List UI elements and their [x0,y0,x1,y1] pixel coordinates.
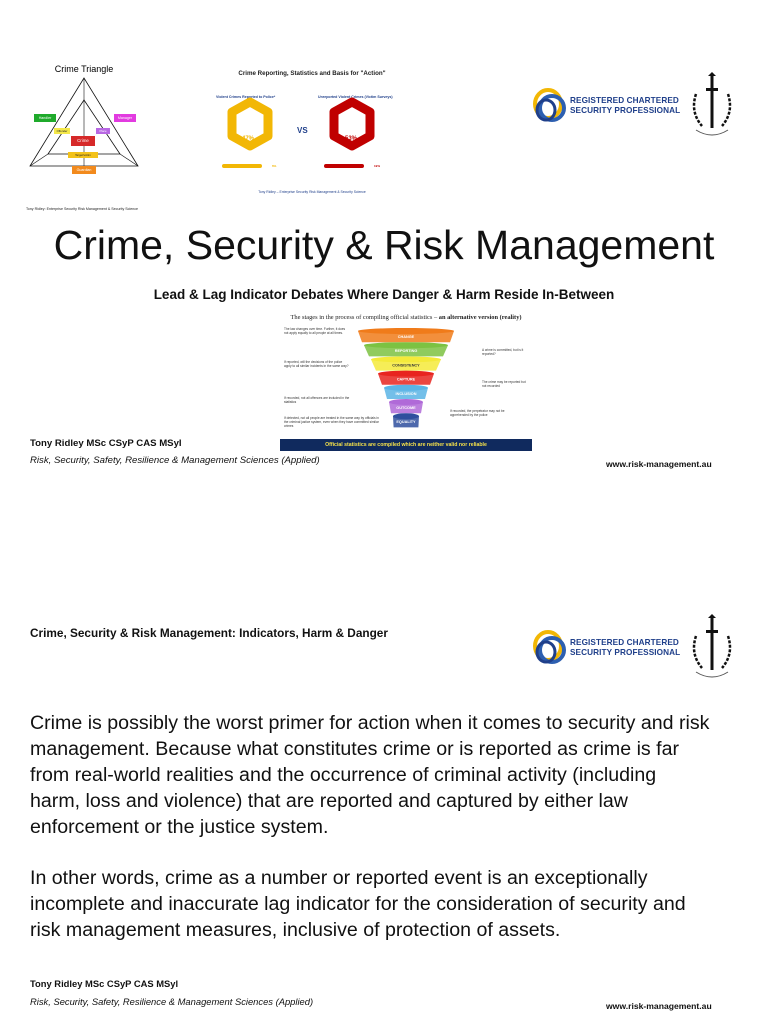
body-line: from real-world realities and the occurrence of criminal activity (including [30,764,657,786]
funnel-note-left-1: The law changes over time. Further, it does not apply equally to all people at all times. [284,327,346,335]
unreported-percent: 53% [345,136,358,142]
crime-triangle-figure [22,56,192,211]
funnel-stage-label: OUTCOME [396,406,416,410]
versus-label: VS [297,126,308,135]
logo-line-2: SECURITY PROFESSIONAL [570,648,681,657]
reported-small-percent: 6% [272,164,277,168]
funnel-stage-label: CONSISTENCY [392,363,420,368]
body-paragraph-2 [30,865,748,943]
body-line: management. Because what constitutes crime or is reported as crime is far [30,738,680,760]
funnel-stage [384,385,428,399]
csyp-logo [530,614,760,694]
statistics-funnel-figure [280,312,532,452]
funnel-stage-label: EQUALITY [396,420,416,425]
page-subtitle: Lead & Lag Indicator Debates Where Danger & Harm Reside In-Between [153,287,615,302]
crime-triangle-title: Crime Triangle [54,64,114,74]
body-paragraph-1 [30,710,748,840]
website-url[interactable]: www.risk-management.au [606,459,712,469]
place-label: Place [96,128,110,134]
funnel-stage [378,371,434,385]
funnel-stage-label: CAPTURE [396,377,416,382]
crime-reporting-figure [206,70,418,210]
offender-label: Offender [54,128,70,134]
author-affiliation: Risk, Security, Safety, Resilience & Management Sciences (Applied) [30,996,314,1007]
csyp-rings-icon [530,626,570,672]
unreported-heading: Unreported Violent Crimes (Victim Surveys) [318,95,393,99]
handler-label: Handler [34,114,56,122]
stats-hexagons [206,70,418,190]
slide-heading: Crime, Security & Risk Management: Indicators, Harm & Danger [30,626,388,640]
manager-label: Manager [114,114,136,122]
security-institute-crest-icon [682,614,742,686]
page-title: Crime, Security & Risk Management [53,222,715,268]
csyp-logo-text [570,638,680,658]
crime-label: Crime [71,136,95,146]
slide-2 [0,512,768,1024]
author-name: Tony Ridley MSc CSyP CAS MSyl [30,978,179,989]
funnel-stage [371,356,441,370]
unreported-small-percent: 19% [374,164,381,168]
funnel-note-left-4: If detected, not all people are treated in the same way by officials in the criminal justice system, even when they have committed similar crimes [284,416,379,428]
funnel-note-right-1: A crime is committed, but is it reported? [482,348,524,356]
csyp-rings-icon [530,84,570,130]
funnel-stage-label: REPORTING [394,349,418,354]
stats-title: Crime Reporting, Statistics and Basis for "Action" [238,70,386,77]
body-line: harm, loss and violence) that are reported and captured by either law [30,790,628,812]
funnel-stage-label: INCLUSION [395,391,417,396]
reported-percent: 47% [242,136,255,142]
author-name: Tony Ridley MSc CSyP CAS MSyI [30,438,182,449]
csyp-logo-text [570,96,680,116]
funnel-note-right-2: The crime may be reported but not recorded [482,380,526,388]
funnel-band: Official statistics are compiled which are neither valid nor reliable [280,439,532,451]
target-label: Target/victim [68,152,98,158]
guardian-label: Guardian [72,166,96,174]
author-affiliation: Risk, Security, Safety, Resilience & Management Sciences (Applied) [30,455,320,466]
body-line: incomplete and inaccurate lag indicator for the consideration of security and [30,893,686,915]
reported-heading: Violent Crimes Reported to Police* [216,95,276,99]
crime-triangle-caption: Tony Ridley: Enterprise Security Risk Management & Security Science [26,207,139,211]
body-line: enforcement or the justice system. [30,816,329,838]
csyp-logo [530,72,760,152]
funnel-stage-label: CHANGE [397,335,415,339]
funnel-stage [358,328,454,342]
logo-line-1: REGISTERED CHARTERED [570,96,679,105]
website-url[interactable]: www.risk-management.au [606,1001,712,1011]
funnel-stage [364,342,448,356]
funnel-note-right-3: If recorded, the perpetrator may not be apprehended by the police [450,409,505,417]
funnel-title-bold: an alternative version (reality) [438,314,522,321]
stats-footer: Tony Ridley – Enterprise Security Risk Management & Security Science [258,190,366,194]
body-line: Crime is possibly the worst primer for action when it comes to security and risk [30,712,710,734]
funnel-title-plain: The stages in the process of compiling official statistics – [290,314,439,321]
logo-line-1: REGISTERED CHARTERED [570,638,679,647]
logo-line-2: SECURITY PROFESSIONAL [570,106,681,115]
funnel-stage [393,413,419,427]
body-line: risk management measures, inclusive of protection of assets. [30,919,561,941]
funnel-note-left-2: If reported, will the decisions of the police apply to all similar incidents in the same way? [284,360,349,368]
body-line: In other words, crime as a number or reported event is an exceptionally [30,867,648,889]
funnel-stage [389,399,423,413]
security-institute-crest-icon [682,72,742,144]
funnel-note-left-3: If recorded, not all offences are included in the statistics [284,396,350,404]
